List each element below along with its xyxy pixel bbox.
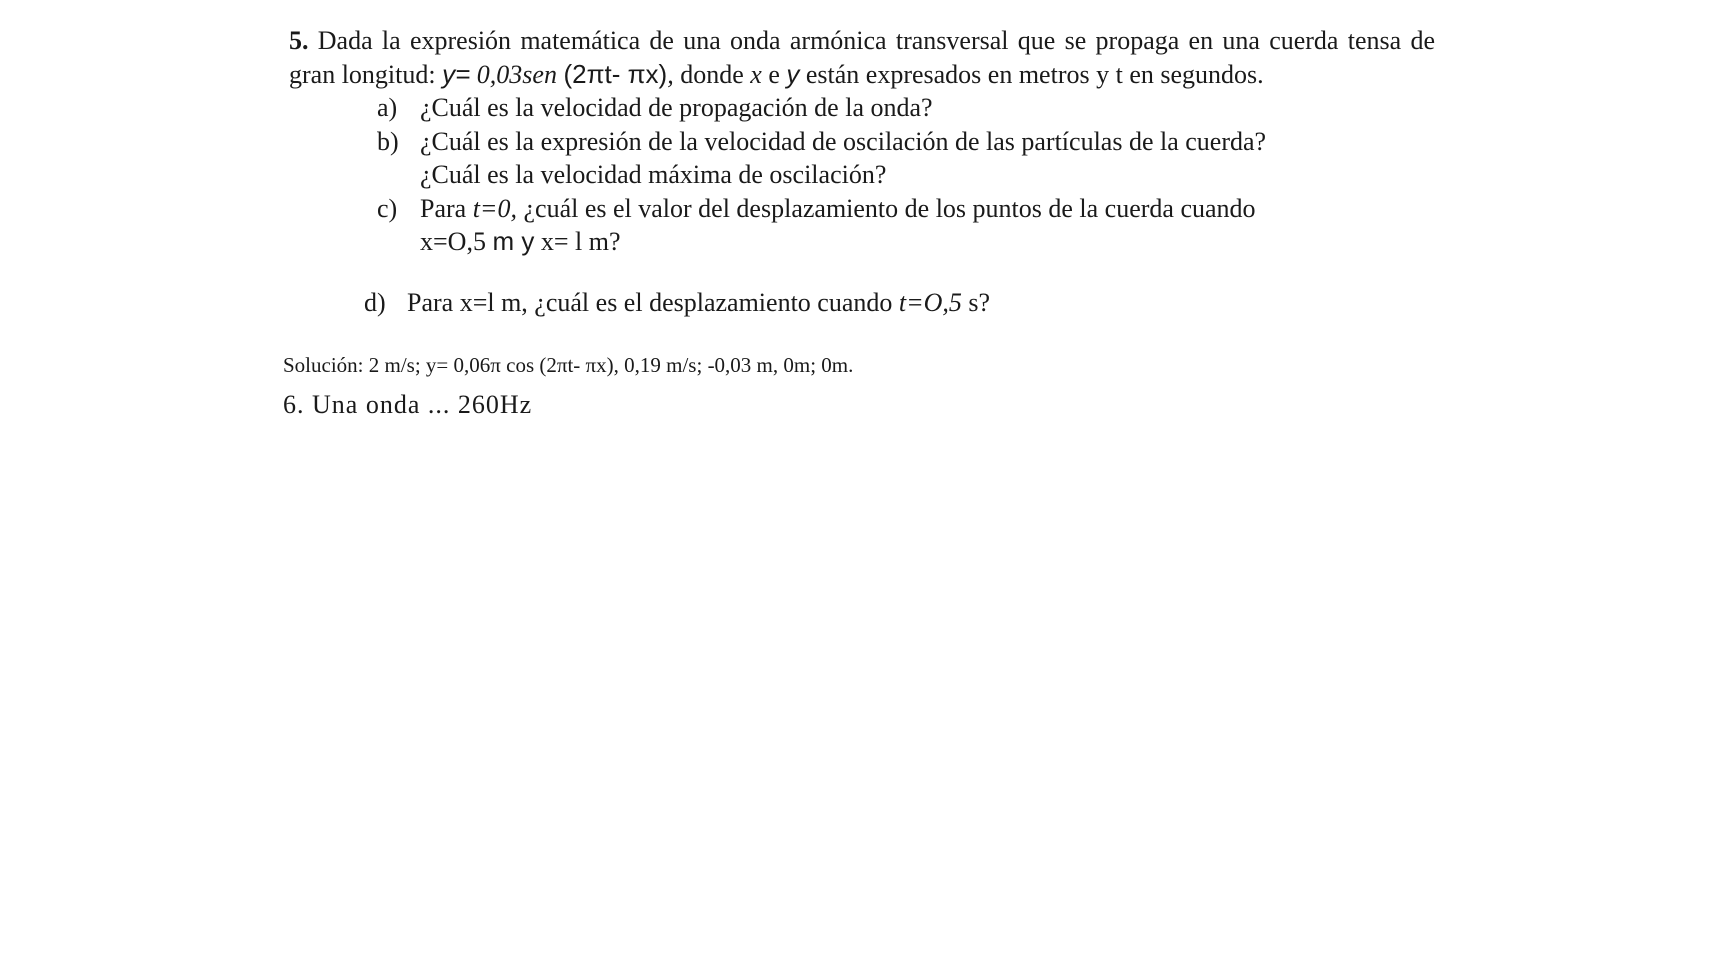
variable-x: x [750,59,762,89]
question-text: ¿Cuál es la velocidad máxima de oscilación? [420,160,887,189]
question-marker: a) [377,93,398,122]
question-text: Para x=l m, ¿cuál es el desplazamiento cuando [407,287,899,317]
time-value: t=0, [472,193,517,223]
question-text: ¿Cuál es la expresión de la velocidad de oscilación de las partículas de la cuerda? [420,126,1267,156]
position-value: x=O,5 [420,227,493,256]
statement-text: Dada la expresión matemática de una onda armónica transversal que se propaga en una cuerda tensa de gran longitud: [289,26,1435,89]
conjunction-y: y [514,226,535,256]
question-text: s? [961,287,991,317]
cutoff-text: 6. Una onda ... 260Hz [283,390,533,419]
position-value: x= l m? [534,227,621,256]
question-marker: c) [377,193,398,223]
formula-argument: (2πt- πx) [563,58,668,89]
formula-lhs: y= [442,58,471,89]
time-value: t=O,5 [898,287,962,317]
question-text: Para [420,193,473,223]
statement-text: están expresados en metros y t en segundos. [799,59,1264,89]
question-text: ¿cuál es el valor del desplazamiento de los puntos de la cuerda cuando [516,193,1256,223]
solution-line: Solución: 2 m/s; y= 0,06π cos (2πt- πx), 0,19 m/s; -0,03 m, 0m; 0m. [283,353,854,377]
problem-5 [289,24,1435,319]
question-d [289,286,1435,320]
question-a [289,91,1435,125]
statement-text: donde [673,59,751,89]
question-c [289,192,1435,259]
question-b [289,125,1435,192]
formula-comma: , [667,59,674,89]
variable-y: y [786,58,800,89]
problem-number: 5. [289,26,309,55]
question-text-line [420,192,1435,226]
question-text: ¿Cuál es la velocidad de propagación de la onda? [420,93,933,122]
formula-amplitude: 0,03sen [470,59,564,89]
question-list [289,91,1435,319]
next-problem-cutoff [283,390,1063,419]
question-marker: b) [377,126,399,156]
unit-m: m [492,226,515,256]
statement-text: e [761,59,787,89]
problem-statement [289,24,1435,91]
question-marker: d) [364,287,386,317]
question-text-line [420,225,1435,259]
